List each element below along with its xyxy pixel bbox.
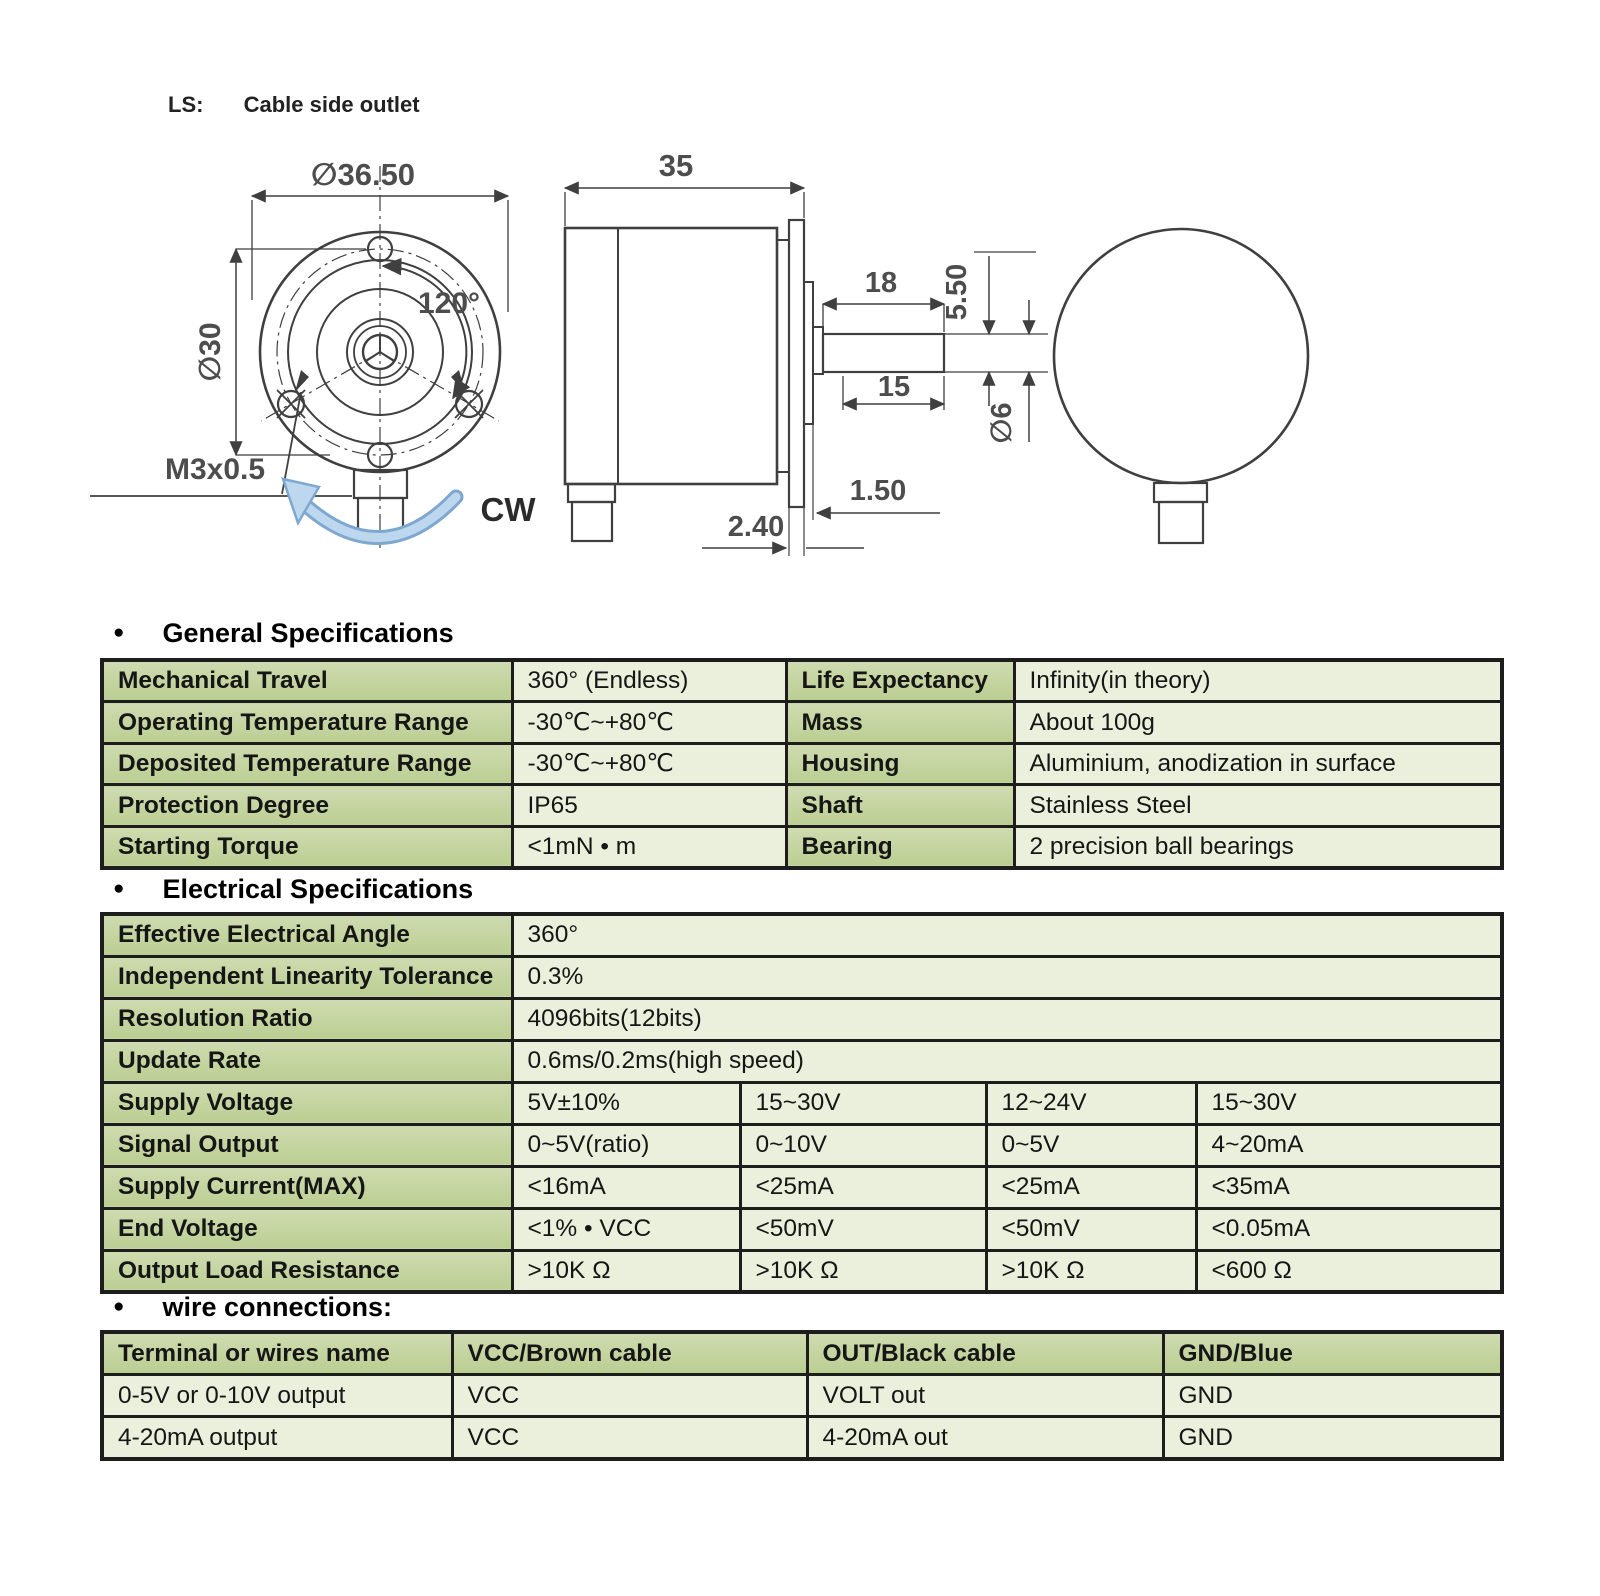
dim-dia30-label: ∅30 [194, 322, 227, 382]
bullet-icon: ● [113, 621, 125, 643]
spec-value: 0.3% [512, 956, 1502, 998]
spec-value: IP65 [512, 785, 786, 827]
spec-label: Life Expectancy [786, 660, 1014, 702]
bullet-icon: ● [113, 1295, 125, 1317]
table-row [102, 1040, 1502, 1082]
dim-550-label: 5.50 [941, 263, 973, 321]
spec-label: Output Load Resistance [102, 1250, 512, 1292]
dim-15-label: 15 [877, 371, 911, 403]
spec-value: 4096bits(12bits) [512, 998, 1502, 1040]
table-row [102, 826, 1502, 868]
spec-label: Effective Electrical Angle [102, 914, 512, 956]
cable-outlet-note-text: Cable side outlet [243, 92, 420, 117]
general-specs-heading-text: General Specifications [162, 618, 454, 648]
table-row [102, 743, 1502, 785]
spec-label: Bearing [786, 826, 1014, 868]
dim-dia36-label: ∅36.50 [310, 157, 416, 192]
spec-value: 0.6ms/0.2ms(high speed) [512, 1040, 1502, 1082]
spec-label: Protection Degree [102, 785, 512, 827]
table-row [102, 1082, 1502, 1124]
wire-cell: VCC [452, 1417, 807, 1459]
wire-cell: 0-5V or 0-10V output [102, 1374, 452, 1416]
column-header: Terminal or wires name [102, 1332, 452, 1374]
spec-value: <1mN • m [512, 826, 786, 868]
spec-value: <600 Ω [1196, 1250, 1502, 1292]
spec-label: Mechanical Travel [102, 660, 512, 702]
general-specs-table [100, 658, 1504, 870]
dim-240-label: 2.40 [727, 511, 785, 543]
electrical-specs-heading [113, 874, 473, 905]
thread-callout-label: M3x0.5 [165, 453, 266, 486]
wire-cell: VOLT out [807, 1374, 1163, 1416]
spec-label: Update Rate [102, 1040, 512, 1082]
wire-cell: GND [1163, 1374, 1502, 1416]
bullet-icon: ● [113, 877, 125, 899]
spec-label: Housing [786, 743, 1014, 785]
hub-plate [804, 282, 813, 424]
spec-label: Shaft [786, 785, 1014, 827]
column-header: VCC/Brown cable [452, 1332, 807, 1374]
spec-value: <50mV [986, 1208, 1196, 1250]
spec-value: Aluminium, anodization in surface [1014, 743, 1502, 785]
cable-connector-side [568, 484, 615, 502]
spec-label: Resolution Ratio [102, 998, 512, 1040]
spec-label: Supply Voltage [102, 1082, 512, 1124]
spec-value: >10K Ω [986, 1250, 1196, 1292]
spec-value: 0~5V [986, 1124, 1196, 1166]
spec-label: Independent Linearity Tolerance [102, 956, 512, 998]
table-row [102, 785, 1502, 827]
spec-value: 5V±10% [512, 1082, 740, 1124]
table-row [102, 998, 1502, 1040]
column-header: GND/Blue [1163, 1332, 1502, 1374]
bore-spokes [366, 336, 394, 361]
spec-label: Deposited Temperature Range [102, 743, 512, 785]
spec-value: Infinity(in theory) [1014, 660, 1502, 702]
electrical-specs-table [100, 912, 1504, 1294]
spec-value: -30℃~+80℃ [512, 702, 786, 744]
spec-value: 0~10V [740, 1124, 986, 1166]
spec-value: 12~24V [986, 1082, 1196, 1124]
wire-cell: 4-20mA output [102, 1417, 452, 1459]
cw-label: CW [480, 491, 536, 528]
wire-cell: GND [1163, 1417, 1502, 1459]
spec-value: 4~20mA [1196, 1124, 1502, 1166]
spec-value: 15~30V [1196, 1082, 1502, 1124]
spec-value: <0.05mA [1196, 1208, 1502, 1250]
spec-value: 2 precision ball bearings [1014, 826, 1502, 868]
hub-step [813, 327, 823, 374]
body-outline-side [565, 228, 777, 484]
screw-pointer-left-icon [295, 370, 309, 392]
spec-value: 360° [512, 914, 1502, 956]
table-row [102, 1166, 1502, 1208]
spec-value: <1% • VCC [512, 1208, 740, 1250]
table-row [102, 1374, 1502, 1416]
body-outline-rear [1054, 229, 1308, 483]
dim-18-label: 18 [864, 267, 898, 299]
spec-value: >10K Ω [740, 1250, 986, 1292]
spec-value: 0~5V(ratio) [512, 1124, 740, 1166]
column-header: OUT/Black cable [807, 1332, 1163, 1374]
spec-value: <25mA [986, 1166, 1196, 1208]
spec-value: <35mA [1196, 1166, 1502, 1208]
spec-label: Mass [786, 702, 1014, 744]
spec-label: Starting Torque [102, 826, 512, 868]
spec-label: Supply Current(MAX) [102, 1166, 512, 1208]
encoder-dimension-drawing [0, 130, 1600, 600]
wire-connections-heading [113, 1292, 392, 1323]
table-row [102, 702, 1502, 744]
dim-120deg-label: 120° [417, 287, 481, 320]
spec-value: 15~30V [740, 1082, 986, 1124]
spec-value: 360° (Endless) [512, 660, 786, 702]
rear-view [1054, 229, 1308, 543]
dim-35-label: 35 [658, 148, 694, 183]
shaft [823, 334, 944, 372]
wire-cell: VCC [452, 1374, 807, 1416]
spec-label: Signal Output [102, 1124, 512, 1166]
cable-outlet-note [168, 92, 420, 118]
table-row [102, 1417, 1502, 1459]
table-row [102, 956, 1502, 998]
table-row [102, 914, 1502, 956]
spec-value: About 100g [1014, 702, 1502, 744]
table-header-row [102, 1332, 1502, 1374]
side-view [565, 148, 1048, 556]
wire-cell: 4-20mA out [807, 1417, 1163, 1459]
cable-outlet-note-prefix: LS: [168, 92, 204, 117]
spec-value: <16mA [512, 1166, 740, 1208]
front-view [90, 157, 536, 548]
spec-value: <50mV [740, 1208, 986, 1250]
spec-label: End Voltage [102, 1208, 512, 1250]
electrical-specs-heading-text: Electrical Specifications [162, 874, 474, 904]
wire-connections-table [100, 1330, 1504, 1461]
spec-value: >10K Ω [512, 1250, 740, 1292]
table-row [102, 660, 1502, 702]
dim-dia6-label: ∅6 [986, 402, 1018, 444]
spec-label: Operating Temperature Range [102, 702, 512, 744]
wire-connections-heading-text: wire connections: [162, 1292, 393, 1322]
table-row [102, 1208, 1502, 1250]
dim-150-label: 1.50 [849, 475, 907, 507]
table-row [102, 1124, 1502, 1166]
general-specs-heading [113, 618, 454, 649]
cable-connector-side-body [572, 502, 612, 541]
spec-value: -30℃~+80℃ [512, 743, 786, 785]
table-row [102, 1250, 1502, 1292]
spec-value: <25mA [740, 1166, 986, 1208]
cable-connector-rear-body [1159, 502, 1203, 543]
cable-connector-rear [1154, 483, 1207, 502]
mounting-flange [789, 220, 804, 507]
spec-value: Stainless Steel [1014, 785, 1502, 827]
